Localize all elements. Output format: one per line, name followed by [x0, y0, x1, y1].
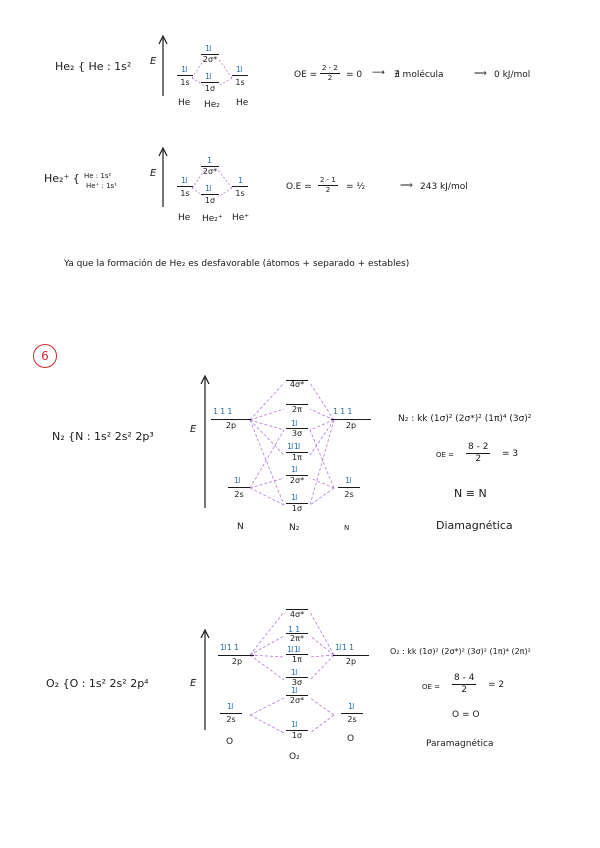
o2-label-center: O₂ — [289, 752, 300, 762]
n2-1pi-electrons: 1l 1l — [287, 442, 300, 451]
n2-oe-label: OE = — [436, 451, 455, 459]
he2-oe-result: = 0 — [346, 70, 363, 80]
o2-right-2s-electrons: 1l — [348, 702, 354, 711]
n2-magnetism: Diamagnética — [436, 519, 513, 532]
he2plus-label-right: He⁺ — [232, 213, 250, 223]
he2plus-right-electrons: 1 — [238, 176, 243, 185]
n2-left-2p-level — [211, 419, 251, 420]
he2-label-left: He — [178, 98, 191, 108]
n2-left-2p-label: 2p — [225, 421, 237, 430]
n2-label-right: N — [344, 524, 350, 532]
he2plus-label-center: He₂⁺ — [202, 214, 223, 224]
o2-1pi-label: 1π — [292, 655, 302, 664]
n2-1sigma-label: 1σ — [291, 504, 303, 513]
he2-label-center: He₂ — [204, 100, 220, 110]
n2-right-2s-label: 2s — [344, 490, 354, 499]
n2-4sigma-label: 4σ* — [289, 380, 305, 389]
he2-left-electrons: 1l — [181, 65, 187, 74]
o2-left-2p-level — [218, 655, 254, 656]
o2-right-2p-level — [333, 655, 369, 656]
n2-right-2p-electrons: 1 1 1 — [333, 407, 352, 416]
o2-label-left: O — [226, 737, 234, 747]
n2-right-2s-level — [338, 487, 360, 488]
n2-config: N₂ {N : 1s² 2s² 2p³ — [52, 430, 154, 443]
n2-left-2s-level — [228, 487, 250, 488]
he2plus-left-electrons: 1l — [181, 176, 187, 185]
n2-3sigma-electrons: 1l — [291, 419, 297, 428]
he2-config: He₂ { He : 1s² — [55, 60, 132, 73]
he2-energy-label: E — [150, 56, 157, 67]
o2-1sigma-label: 1σ — [291, 731, 303, 740]
n2-3sigma-label: 3σ — [291, 429, 303, 438]
o2-3sigma-electrons: 1l — [291, 668, 297, 677]
he2plus-energy-value: 243 kJ/mol — [420, 182, 468, 192]
n2-label-center: N₂ — [289, 523, 300, 533]
he2-antibonding-label: 2σ* — [202, 55, 218, 64]
he2-bonding-label: 1σ — [204, 84, 216, 93]
o2-right-2p-electrons: 1l 1 1 — [335, 643, 354, 652]
n2-1pi-label: 1π — [292, 453, 302, 462]
n2-2sigma-electrons: 1l — [291, 465, 297, 474]
o2-2sigma-electrons: 1l — [291, 686, 297, 695]
n2-formula: N₂ : kk (1σ)² (2σ*)² (1π)⁴ (3σ)² — [398, 414, 532, 424]
he2plus-antibonding-label: 2σ* — [202, 167, 218, 176]
he2plus-config-heplus: He⁺ : 1s¹ — [86, 182, 117, 190]
o2-lewis: O = O — [452, 710, 480, 720]
n2-oe-result: = 3 — [502, 449, 519, 459]
o2-oe-fraction: $\frac{8 - 4}{2}$ — [454, 673, 475, 695]
he2-right-label: 1s — [235, 78, 245, 87]
o2-2pi-label: 2π* — [290, 634, 304, 643]
he2plus-implies: ⟹ — [400, 181, 413, 191]
he2-label-right: He — [236, 98, 249, 108]
o2-left-2s-level — [220, 713, 242, 714]
he2plus-bonding-electrons: 1l — [205, 184, 211, 193]
o2-1sigma-electrons: 1l — [291, 720, 297, 729]
o2-energy-label: E — [190, 678, 197, 689]
he2plus-config-he: He : 1s² — [84, 172, 112, 180]
he2plus-antibonding-electrons: 1 — [207, 156, 212, 165]
o2-formula: O₂ : kk (1σ)² (2σ*)² (3σ)² (1π)⁴ (2π)² — [390, 647, 531, 656]
he2-left-level — [177, 75, 193, 76]
he2plus-label-left: He — [178, 213, 191, 223]
he2-bonding-electrons: 1l — [205, 72, 211, 81]
n2-left-2s-label: 2s — [234, 490, 244, 499]
o2-2pi-electrons: 1 1 — [288, 625, 300, 634]
he2-note: Ya que la formación de He₂ es desfavorable (átomos + separado + estables) — [64, 259, 410, 269]
n2-right-2s-electrons: 1l — [345, 476, 351, 485]
o2-3sigma-label: 3σ — [291, 678, 303, 687]
he2plus-bonding-level — [201, 194, 219, 195]
n2-right-2p-level — [331, 419, 371, 420]
he2plus-oe-result: = ½ — [346, 182, 366, 192]
n2-2pi-label: 2π — [292, 405, 302, 414]
o2-left-2s-label: 2s — [226, 715, 236, 724]
he2plus-left-label: 1s — [180, 189, 190, 198]
o2-oe-result: = 2 — [488, 680, 505, 690]
n2-oe-fraction: $\frac{8 - 2}{2}$ — [468, 442, 489, 464]
n2-left-2p-electrons: 1 1 1 — [213, 407, 232, 416]
o2-4sigma-label: 4σ* — [289, 610, 305, 619]
he2-left-label: 1s — [180, 78, 190, 87]
o2-label-right: O — [347, 734, 355, 744]
n2-energy-label: E — [190, 424, 197, 435]
o2-left-2p-label: 2p — [231, 657, 243, 666]
o2-left-2s-electrons: 1l — [227, 702, 233, 711]
n2-left-2s-electrons: 1l — [234, 476, 240, 485]
o2-2sigma-label: 2σ* — [289, 696, 305, 705]
n2-right-2p-label: 2p — [345, 421, 357, 430]
o2-1pi-electrons: 1l 1l — [287, 645, 300, 654]
he2-implies: ⟹ — [474, 69, 487, 79]
he2plus-left-level — [177, 186, 193, 187]
he2plus-right-label: 1s — [235, 189, 245, 198]
he2-right-level — [232, 75, 248, 76]
o2-right-2s-label: 2s — [347, 715, 357, 724]
he2-bonding-level — [201, 82, 219, 83]
he2-oe-label: OE = — [294, 70, 318, 80]
he2-conclusion: ∄ molécula — [394, 70, 444, 80]
he2plus-energy-label: E — [150, 168, 157, 179]
he2-energy-value: 0 kJ/mol — [494, 70, 531, 80]
he2-right-electrons: 1l — [236, 65, 242, 74]
o2-left-2p-electrons: 1l 1 1 — [220, 643, 239, 652]
n2-lewis: N ≡ N — [454, 487, 487, 500]
he2-antibonding-electrons: 1l — [205, 44, 211, 53]
he2plus-right-level — [232, 186, 248, 187]
o2-right-2s-level — [341, 713, 363, 714]
section-number-badge: 6 — [33, 344, 57, 368]
o2-right-2p-label: 2p — [345, 657, 357, 666]
n2-2sigma-label: 2σ* — [289, 476, 305, 485]
he2-oe-fraction: $\frac{2 - 2}{2}$ — [322, 64, 338, 82]
he2plus-oe-fraction: $\frac{2 - 1}{2}$ — [320, 176, 336, 194]
he2plus-oe-label: O.E = — [286, 182, 312, 192]
o2-magnetism: Paramagnética — [426, 739, 494, 749]
he2-arrow: ⟶ — [372, 68, 385, 78]
n2-label-left: N — [237, 522, 244, 532]
he2plus-bonding-label: 1σ — [204, 196, 216, 205]
n2-1sigma-electrons: 1l — [291, 493, 297, 502]
o2-config: O₂ {O : 1s² 2s² 2p⁴ — [46, 677, 149, 690]
o2-oe-label: OE = — [422, 683, 441, 691]
he2plus-config: He₂⁺ { — [44, 172, 80, 185]
